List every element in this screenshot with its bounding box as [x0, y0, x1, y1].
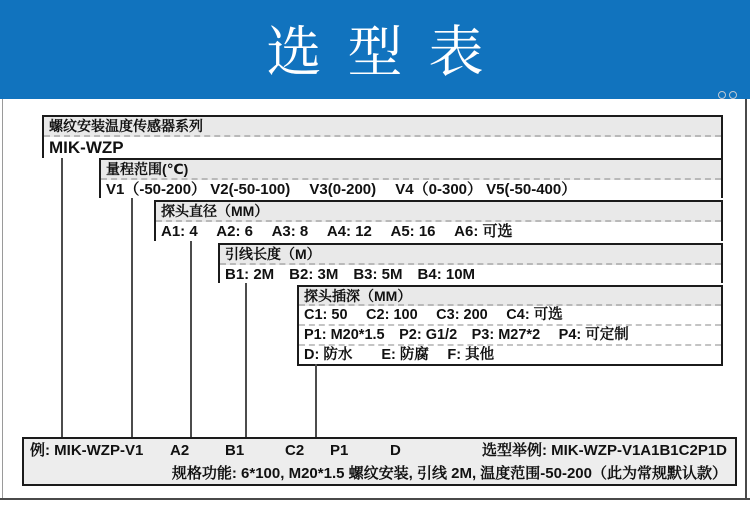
thread-options-p: P1: M20*1.5 P2: G1/2 P3: M27*2 P4: 可定制	[299, 326, 721, 346]
example-spec-line: 规格功能: 6*100, M20*1.5 螺纹安装, 引线 2M, 温度范围-50-200（此为常规默认款）	[171, 465, 727, 482]
example-code-a: A2	[170, 442, 190, 459]
example-code-row	[24, 439, 735, 463]
protection-options-d: D: 防水 E: 防腐 F: 其他	[299, 346, 721, 364]
example-code-p: P1	[330, 442, 349, 459]
series-box	[42, 115, 723, 158]
page-banner	[0, 0, 750, 99]
frame-bottom-border	[0, 498, 750, 500]
example-code-d: D	[390, 442, 401, 459]
example-code-c: C2	[285, 442, 305, 459]
series-label: 螺纹安装温度传感器系列	[44, 117, 721, 137]
insertion-depth-options-c: C1: 50 C2: 100 C3: 200 C4: 可选	[299, 306, 721, 326]
watermark-dots-icon	[718, 91, 744, 101]
frame-right-border	[745, 99, 747, 500]
example-sample-code: 选型举例: MIK-WZP-V1A1B1C2P1D	[481, 442, 727, 459]
range-box	[99, 158, 723, 198]
probe-diameter-box	[154, 200, 723, 241]
frame-left-border	[2, 99, 3, 500]
example-code-b: B1	[225, 442, 245, 459]
page-title: 选型表	[266, 21, 510, 83]
connector-line-range	[131, 198, 133, 438]
connector-line-depth	[315, 364, 317, 438]
probe-diameter-header: 探头直径（MM）	[156, 202, 721, 222]
connector-line-lead	[245, 283, 247, 438]
example-prefix: 例: MIK-WZP-V1	[30, 442, 144, 459]
lead-length-header: 引线长度（M）	[220, 245, 721, 265]
range-header: 量程范围(℃)	[101, 160, 721, 180]
range-options: V1（-50-200） V2(-50-100) V3(0-200) V4（0-300） V5(-50-400）	[101, 180, 721, 199]
insertion-depth-header: 探头插深（MM）	[299, 287, 721, 306]
series-model: MIK-WZP	[44, 137, 721, 158]
connector-line-model	[61, 158, 63, 438]
example-box	[22, 437, 737, 486]
lead-length-box	[218, 243, 723, 283]
lead-length-options: B1: 2M B2: 3M B3: 5M B4: 10M	[220, 265, 721, 284]
connector-line-diameter	[190, 241, 192, 438]
insertion-depth-box	[297, 285, 723, 366]
probe-diameter-options: A1: 4 A2: 6 A3: 8 A4: 12 A5: 16 A6: 可选	[156, 222, 721, 241]
